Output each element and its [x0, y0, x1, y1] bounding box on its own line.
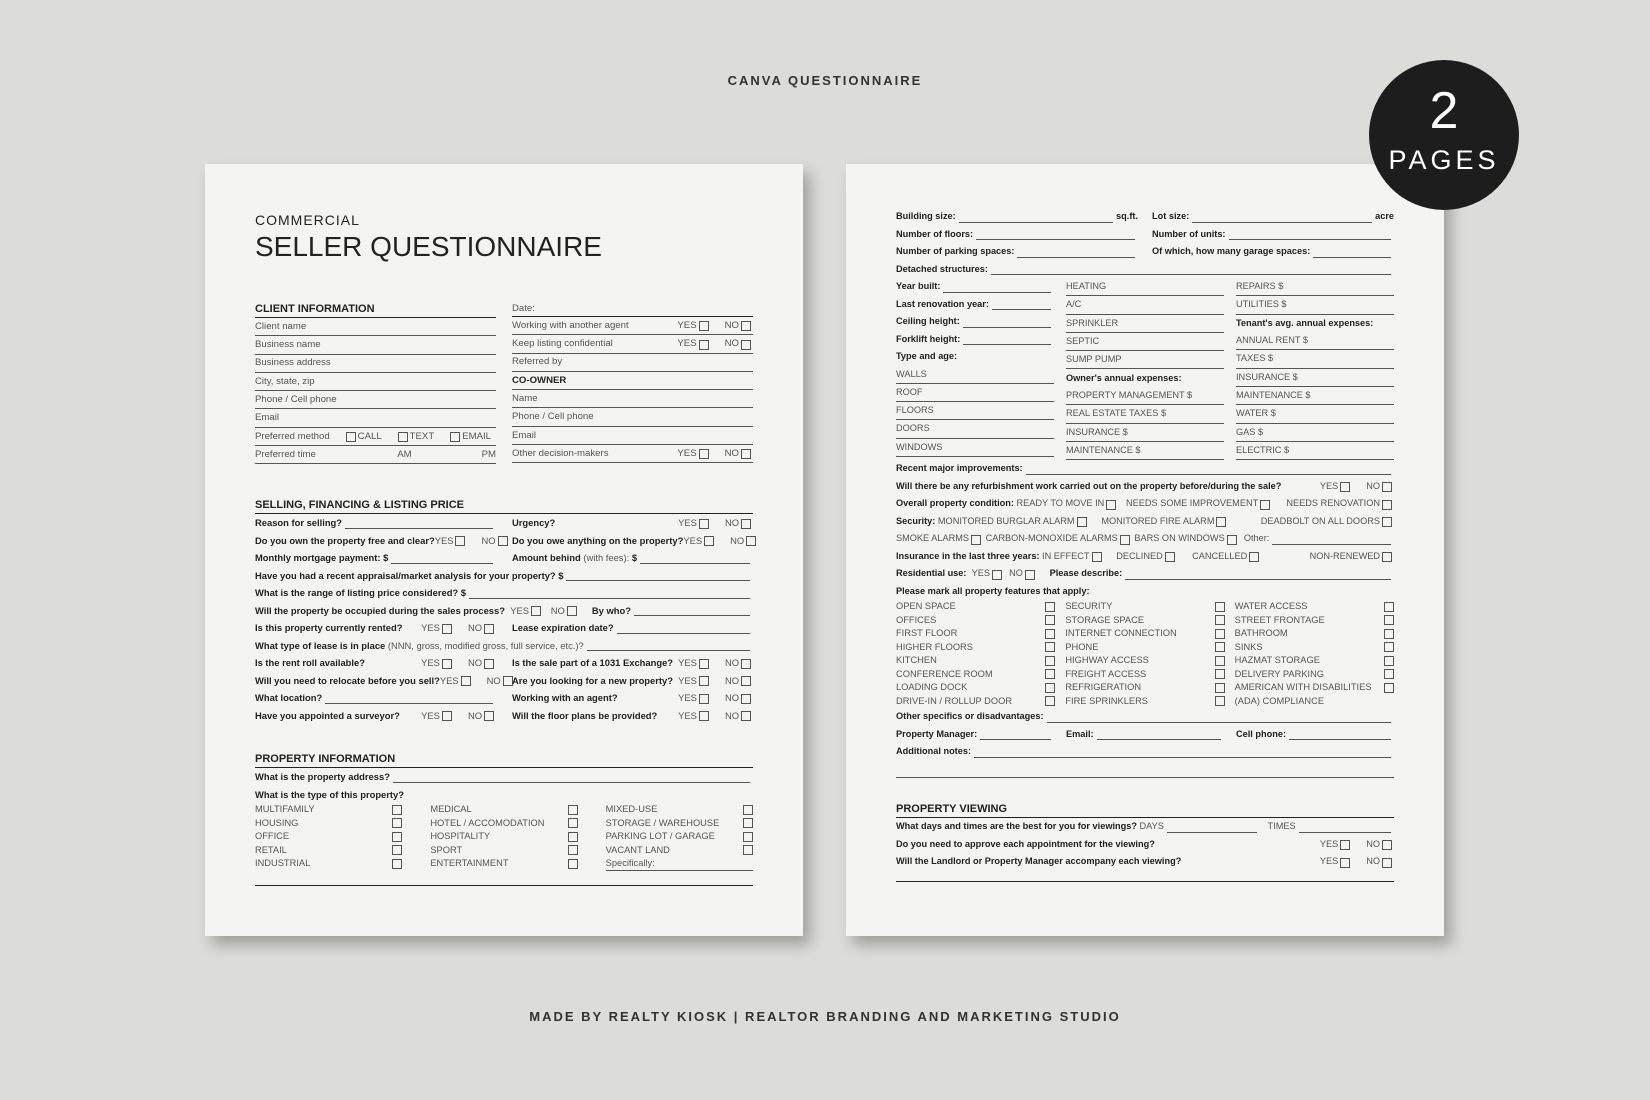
- security-row: Security: MONITORED BURGLAR ALARM MONITORED FIRE ALARM DEADBOLT ON ALL DOORS: [896, 513, 1394, 531]
- feature-option[interactable]: DRIVE-IN / ROLLUP DOOR: [896, 695, 1055, 709]
- yes-checkbox[interactable]: [699, 321, 709, 331]
- tenant-taxes-field[interactable]: TAXES $: [1236, 350, 1394, 368]
- type-option[interactable]: SPORT: [430, 844, 577, 858]
- parking-row[interactable]: Number of parking spaces:: [896, 243, 1138, 261]
- condition-checkbox[interactable]: [1260, 500, 1270, 510]
- no-checkbox[interactable]: [741, 340, 751, 350]
- type-option[interactable]: ENTERTAINMENT: [430, 857, 577, 871]
- feature-option[interactable]: FREIGHT ACCESS: [1065, 668, 1224, 682]
- building-col-2: [1066, 278, 1224, 460]
- yes-checkbox[interactable]: [455, 536, 465, 546]
- type-option[interactable]: PARKING LOT / GARAGE: [606, 830, 753, 844]
- feature-option[interactable]: HIGHWAY ACCESS: [1065, 654, 1224, 668]
- city-state-zip-field[interactable]: City, state, zip: [255, 373, 496, 391]
- working-with-agent-row: Working with another agent YES NO: [512, 317, 753, 335]
- feature-option[interactable]: OPEN SPACE: [896, 600, 1055, 614]
- water-field[interactable]: WATER $: [1236, 405, 1394, 423]
- roof-field[interactable]: ROOF: [896, 384, 1054, 402]
- keep-confidential-row: Keep listing confidential YES NO: [512, 335, 753, 353]
- surveyor-row: Have you appointed a surveyor? YES NO: [255, 707, 496, 725]
- call-checkbox[interactable]: [346, 432, 356, 442]
- no-checkbox[interactable]: [741, 694, 751, 704]
- feature-option[interactable]: DELIVERY PARKING: [1235, 668, 1394, 682]
- year-built-row[interactable]: Year built:: [896, 278, 1054, 296]
- alarms-row: SMOKE ALARMS CARBON-MONOXIDE ALARMS BARS ON WINDOWS Other:: [896, 530, 1394, 548]
- preferred-method-field: Preferred method CALL TEXT EMAIL: [255, 428, 496, 446]
- feature-option[interactable]: HAZMAT STORAGE: [1235, 654, 1394, 668]
- lot-size-row[interactable]: Lot size: acre: [1152, 211, 1394, 222]
- co-owner-phone-field[interactable]: Phone / Cell phone: [512, 408, 753, 426]
- insurance-checkbox[interactable]: [1165, 552, 1175, 562]
- client-info-heading: CLIENT INFORMATION: [255, 302, 496, 318]
- gas-field[interactable]: GAS $: [1236, 424, 1394, 442]
- feature-option[interactable]: KITCHEN: [896, 654, 1055, 668]
- relocate-row: Will you need to relocate before you sell? YES NO: [255, 672, 496, 690]
- co-owner-email-field[interactable]: Email: [512, 427, 753, 445]
- approve-viewing-row: Do you need to approve each appointment for the viewing? YES NO: [896, 836, 1394, 854]
- type-option[interactable]: HOSPITALITY: [430, 830, 577, 844]
- co-owner-name-field[interactable]: Name: [512, 390, 753, 408]
- appraisal-row[interactable]: Have you had a recent appraisal/market analysis for your property? $: [255, 567, 753, 585]
- sump-pump-field[interactable]: SUMP PUMP: [1066, 351, 1224, 369]
- phone-field[interactable]: Phone / Cell phone: [255, 391, 496, 409]
- no-checkbox[interactable]: [741, 449, 751, 459]
- type-option[interactable]: HOUSING: [255, 817, 402, 831]
- own-free-clear-row: Do you own the property free and clear? YES NO: [255, 532, 496, 550]
- feature-option[interactable]: SINKS: [1235, 641, 1394, 655]
- questionnaire-page-1: [205, 164, 803, 936]
- specifically-field[interactable]: Specifically:: [606, 857, 753, 871]
- windows-field[interactable]: WINDOWS: [896, 439, 1054, 457]
- tenant-insurance-field[interactable]: INSURANCE $: [1236, 369, 1394, 387]
- septic-field[interactable]: SEPTIC: [1066, 333, 1224, 351]
- alarm-checkbox[interactable]: [1227, 535, 1237, 545]
- feature-option[interactable]: INTERNET CONNECTION: [1065, 627, 1224, 641]
- additional-notes-row[interactable]: Additional notes:: [896, 743, 1394, 761]
- yes-checkbox[interactable]: [699, 449, 709, 459]
- lease-expiration-row[interactable]: Lease expiration date?: [512, 619, 753, 637]
- ceiling-row[interactable]: Ceiling height:: [896, 313, 1054, 331]
- no-checkbox[interactable]: [484, 624, 494, 634]
- type-option[interactable]: STORAGE / WAREHOUSE: [606, 817, 753, 831]
- viewing-days-row[interactable]: What days and times are the best for you for viewings? DAYS TIMES: [896, 818, 1394, 836]
- no-checkbox[interactable]: [741, 519, 751, 529]
- recent-improvements-row[interactable]: Recent major improvements:: [896, 460, 1394, 478]
- repairs-field[interactable]: REPAIRS $: [1236, 278, 1394, 296]
- yes-checkbox[interactable]: [442, 711, 452, 721]
- owner-maintenance-field[interactable]: MAINTENANCE $: [1066, 442, 1224, 460]
- page-header-title: CANVA QUESTIONNAIRE: [727, 73, 923, 88]
- refurbishment-row: Will there be any refurbishment work carried out on the property before/during the sale? YES NO: [896, 478, 1394, 496]
- client-name-field[interactable]: Client name: [255, 318, 496, 336]
- renovation-row[interactable]: Last renovation year:: [896, 296, 1054, 314]
- yes-checkbox[interactable]: [699, 711, 709, 721]
- units-row[interactable]: Number of units:: [1152, 226, 1394, 244]
- floors-row[interactable]: Number of floors:: [896, 226, 1138, 244]
- section-end-divider: [896, 881, 1394, 882]
- yes-checkbox[interactable]: [699, 340, 709, 350]
- reason-row[interactable]: Reason for selling?: [255, 514, 496, 532]
- electric-field[interactable]: ELECTRIC $: [1236, 442, 1394, 460]
- yes-checkbox[interactable]: [699, 694, 709, 704]
- exchange-1031-row: Is the sale part of a 1031 Exchange? YES NO: [512, 654, 753, 672]
- features-col-3: [1235, 600, 1394, 708]
- features-col-1: [896, 600, 1055, 708]
- yes-checkbox[interactable]: [992, 570, 1002, 580]
- feature-option[interactable]: PHONE: [1065, 641, 1224, 655]
- security-checkbox[interactable]: [1382, 517, 1392, 527]
- no-checkbox[interactable]: [746, 536, 756, 546]
- heating-field[interactable]: HEATING: [1066, 278, 1224, 296]
- feature-option: (ADA) COMPLIANCE: [1234, 695, 1325, 706]
- feature-option[interactable]: OFFICES: [896, 614, 1055, 628]
- yes-checkbox[interactable]: [1340, 858, 1350, 868]
- co-owner-heading: CO-OWNER: [512, 372, 753, 390]
- yes-checkbox[interactable]: [1340, 840, 1350, 850]
- building-details-section: [896, 208, 1394, 778]
- badge-text: PAGES: [1388, 145, 1500, 175]
- specifics-row[interactable]: Other specifics or disadvantages:: [896, 708, 1394, 726]
- location-row[interactable]: What location?: [255, 689, 496, 707]
- manager-email-row[interactable]: Email:: [1066, 726, 1224, 744]
- no-checkbox[interactable]: [1382, 840, 1392, 850]
- mortgage-row[interactable]: Monthly mortgage payment: $: [255, 549, 496, 567]
- email-checkbox[interactable]: [450, 432, 460, 442]
- yes-checkbox[interactable]: [699, 519, 709, 529]
- condition-row: Overall property condition: READY TO MOVE IN NEEDS SOME IMPROVEMENT NEEDS RENOVATION: [896, 495, 1394, 513]
- security-checkbox[interactable]: [1216, 517, 1226, 527]
- date-field[interactable]: Date:: [512, 302, 753, 317]
- yes-checkbox[interactable]: [531, 606, 541, 616]
- viewing-heading: PROPERTY VIEWING: [896, 802, 1394, 818]
- amount-behind-row[interactable]: Amount behind (with fees): $: [512, 549, 753, 567]
- security-checkbox[interactable]: [1077, 517, 1087, 527]
- no-checkbox[interactable]: [1382, 858, 1392, 868]
- lease-type-row[interactable]: What type of lease is in place (NNN, gross, modified gross, full service, etc.)?: [255, 637, 753, 655]
- feature-option[interactable]: STORAGE SPACE: [1065, 614, 1224, 628]
- doors-field[interactable]: DOORS: [896, 420, 1054, 438]
- price-range-row[interactable]: What is the range of listing price considered? $: [255, 584, 753, 602]
- section-end-divider: [255, 885, 753, 886]
- feature-option[interactable]: FIRST FLOOR: [896, 627, 1055, 641]
- floor-plans-row: Will the floor plans be provided? YES NO: [512, 707, 753, 725]
- type-option[interactable]: INDUSTRIAL: [255, 857, 402, 871]
- footer-credit: MADE BY REALTY KIOSK | REALTOR BRANDING AND MARKETING STUDIO: [529, 1009, 1121, 1024]
- type-option[interactable]: HOTEL / ACCOMODATION: [430, 817, 577, 831]
- text-checkbox[interactable]: [398, 432, 408, 442]
- selling-heading: SELLING, FINANCING & LISTING PRICE: [255, 498, 753, 514]
- property-type-col-1: [255, 803, 402, 871]
- building-size-row[interactable]: Building size: sq.ft.: [896, 211, 1138, 222]
- feature-option[interactable]: SECURITY: [1065, 600, 1224, 614]
- new-property-row: Are you looking for a new property? YES NO: [512, 672, 753, 690]
- condition-checkbox[interactable]: [1382, 500, 1392, 510]
- owner-insurance-field[interactable]: INSURANCE $: [1066, 424, 1224, 442]
- re-taxes-field[interactable]: REAL ESTATE TAXES $: [1066, 405, 1224, 423]
- rent-roll-row: Is the rent roll available? YES NO: [255, 654, 496, 672]
- insurance-checkbox[interactable]: [1382, 552, 1392, 562]
- feature-option[interactable]: HIGHER FLOORS: [896, 641, 1055, 655]
- alarm-checkbox[interactable]: [971, 535, 981, 545]
- alarm-checkbox[interactable]: [1120, 535, 1130, 545]
- residential-use-row: Residential use: YES NO Please describe:: [896, 565, 1394, 583]
- no-checkbox[interactable]: [741, 711, 751, 721]
- property-address-row[interactable]: What is the property address?: [255, 768, 753, 786]
- type-option[interactable]: MEDICAL: [430, 803, 577, 817]
- no-checkbox[interactable]: [741, 321, 751, 331]
- type-option[interactable]: RETAIL: [255, 844, 402, 858]
- no-checkbox[interactable]: [741, 676, 751, 686]
- email-field[interactable]: Email: [255, 409, 496, 427]
- occupied-row: Will the property be occupied during the sales process? YES NO By who?: [255, 602, 753, 620]
- notes-extra-line[interactable]: [896, 761, 1394, 778]
- building-col-1: [896, 278, 1054, 460]
- floors-field[interactable]: FLOORS: [896, 402, 1054, 420]
- property-type-question: What is the type of this property?: [255, 788, 404, 800]
- urgency-row: Urgency? YES NO: [512, 514, 753, 532]
- walls-field[interactable]: WALLS: [896, 366, 1054, 384]
- business-address-field[interactable]: Business address: [255, 355, 496, 373]
- questionnaire-page-2: [846, 164, 1444, 936]
- yes-checkbox[interactable]: [442, 624, 452, 634]
- tenant-maintenance-field[interactable]: MAINTENANCE $: [1236, 387, 1394, 405]
- client-information-section: [255, 302, 753, 464]
- property-management-field[interactable]: PROPERTY MANAGEMENT $: [1066, 387, 1224, 405]
- feature-option[interactable]: BATHROOM: [1235, 627, 1394, 641]
- no-checkbox[interactable]: [484, 659, 494, 669]
- document-subtitle: COMMERCIAL: [255, 212, 360, 228]
- type-option[interactable]: OFFICE: [255, 830, 402, 844]
- property-type-col-2: [430, 803, 577, 871]
- annual-rent-field[interactable]: ANNUAL RENT $: [1236, 332, 1394, 350]
- pages-badge: [1369, 60, 1519, 210]
- property-information-section: [255, 752, 753, 886]
- accompany-viewing-row: Will the Landlord or Property Manager accompany each viewing? YES NO: [896, 853, 1394, 871]
- page1-heading: [255, 212, 753, 263]
- utilities-field[interactable]: UTILITIES $: [1236, 296, 1394, 314]
- manager-cell-row[interactable]: Cell phone:: [1236, 726, 1394, 744]
- no-checkbox[interactable]: [484, 711, 494, 721]
- manager-row[interactable]: Property Manager:: [896, 726, 1054, 744]
- tenant-expenses-label: Tenant's avg. annual expenses:: [1236, 317, 1374, 328]
- no-checkbox[interactable]: [1025, 570, 1035, 580]
- working-agent-row: Working with an agent? YES NO: [512, 689, 753, 707]
- feature-option[interactable]: REFRIGERATION: [1065, 681, 1224, 695]
- property-info-heading: PROPERTY INFORMATION: [255, 752, 753, 768]
- feature-option[interactable]: FIRE SPRINKLERS: [1065, 695, 1224, 709]
- badge-number: 2: [1429, 82, 1459, 140]
- no-checkbox[interactable]: [741, 659, 751, 669]
- yes-checkbox[interactable]: [704, 536, 714, 546]
- feature-option[interactable]: LOADING DOCK: [896, 681, 1055, 695]
- type-option[interactable]: VACANT LAND: [606, 844, 753, 858]
- building-col-3: [1236, 278, 1394, 460]
- type-option[interactable]: MIXED-USE: [606, 803, 753, 817]
- type-option[interactable]: MULTIFAMILY: [255, 803, 402, 817]
- feature-option[interactable]: STREET FRONTAGE: [1235, 614, 1394, 628]
- business-name-field[interactable]: Business name: [255, 336, 496, 354]
- feature-option[interactable]: CONFERENCE ROOM: [896, 668, 1055, 682]
- owner-expenses-label: Owner's annual expenses:: [1066, 372, 1182, 383]
- selling-financing-section: [255, 498, 753, 724]
- insurance-checkbox[interactable]: [1249, 552, 1259, 562]
- condition-checkbox[interactable]: [1106, 500, 1116, 510]
- ac-field[interactable]: A/C: [1066, 296, 1224, 314]
- yes-checkbox[interactable]: [461, 676, 471, 686]
- owe-anything-row: Do you owe anything on the property? YES NO: [512, 532, 753, 550]
- yes-checkbox[interactable]: [699, 676, 709, 686]
- document-title: SELLER QUESTIONNAIRE: [255, 231, 602, 262]
- feature-option[interactable]: WATER ACCESS: [1235, 600, 1394, 614]
- no-checkbox[interactable]: [498, 536, 508, 546]
- features-col-2: [1065, 600, 1224, 708]
- garage-row[interactable]: Of which, how many garage spaces:: [1152, 243, 1394, 261]
- currently-rented-row: Is this property currently rented? YES NO: [255, 619, 496, 637]
- yes-checkbox[interactable]: [1340, 482, 1350, 492]
- insurance-checkbox[interactable]: [1092, 552, 1102, 562]
- features-question: Please mark all property features that apply:: [896, 585, 1090, 596]
- sprinkler-field[interactable]: SPRINKLER: [1066, 315, 1224, 333]
- type-age-label: Type and age:: [896, 351, 958, 362]
- forklift-row[interactable]: Forklift height:: [896, 331, 1054, 349]
- insurance-history-row: Insurance in the last three years: IN EFFECT DECLINED CANCELLED NON-RENEWED: [896, 548, 1394, 566]
- no-checkbox[interactable]: [567, 606, 577, 616]
- other-decision-makers-row: Other decision-makers YES NO: [512, 445, 753, 463]
- detached-row[interactable]: Detached structures:: [896, 261, 1394, 279]
- property-type-col-3: [606, 803, 753, 871]
- no-checkbox[interactable]: [1382, 482, 1392, 492]
- yes-checkbox[interactable]: [699, 659, 709, 669]
- feature-option[interactable]: AMERICAN WITH DISABILITIES: [1235, 681, 1394, 695]
- preferred-time-field[interactable]: Preferred time AM PM: [255, 446, 496, 464]
- property-viewing-section: [896, 802, 1394, 882]
- referred-by-field[interactable]: Referred by: [512, 354, 753, 372]
- yes-checkbox[interactable]: [442, 659, 452, 669]
